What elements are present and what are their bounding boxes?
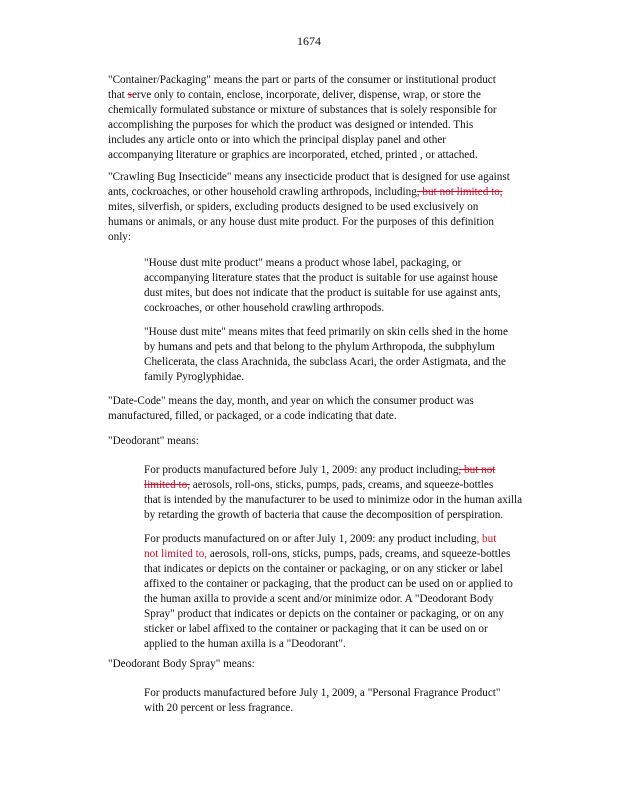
text-line: "Crawling Bug Insecticide" means any insecticide product that is designed for use against — [108, 171, 510, 183]
deodorant-body-spray-definition — [144, 686, 548, 716]
text-line: not limited to, aerosols, roll-ons, sticks, pumps, pads, creams, and squeeze-bottles — [144, 548, 511, 560]
text-line: the human axilla to provide a scent and/or minimize odor. A "Deodorant Body — [144, 593, 494, 605]
text-line: "Container/Packaging" means the part or parts of the consumer or institutional product — [108, 74, 496, 86]
text-line: For products manufactured before July 1, 2009, a "Personal Fragrance Product" — [144, 687, 501, 699]
text-line: For products manufactured on or after July 1, 2009: any product including, but — [144, 533, 497, 545]
text-line: limited to, aerosols, roll-ons, sticks, pumps, pads, creams, and squeeze-bottles — [144, 479, 494, 491]
text-line: cockroaches, or other household crawling arthropods. — [144, 302, 385, 314]
text-line: sticker or label affixed to the container or packaging that it can be used on or — [144, 623, 488, 635]
deodorant-heading: "Deodorant" means: — [108, 435, 199, 447]
text-line: humans or animals, or any house dust mite product. For the purposes of this definition — [108, 216, 494, 228]
text-line: Spray" product that indicates or depicts on the container or packaging, or on any — [144, 608, 504, 620]
text-line: mites, silverfish, or spiders, excluding products designed to be used exclusively on — [108, 201, 479, 213]
crawling-bug-definition — [108, 170, 550, 245]
text-line: For products manufactured before July 1, 2009: any product including, but not — [144, 464, 496, 476]
text-line: with 20 percent or less fragrance. — [144, 702, 294, 714]
text-line: that indicates or depicts on the container or packaging, or on any sticker or label — [144, 563, 503, 575]
text-line: accompanying literature states that the product is suitable for use against house — [144, 272, 498, 284]
text-line: applied to the human axilla is a "Deodorant". — [144, 638, 346, 650]
text-line: by retarding the growth of bacteria that cause the decomposition of perspiration. — [144, 509, 504, 521]
deodorant-body-spray-heading: "Deodorant Body Spray" means: — [108, 658, 255, 670]
text-line: affixed to the container or packaging, that the product can be used on or applied to — [144, 578, 513, 590]
text-line: "House dust mite" means mites that feed primarily on skin cells shed in the home — [144, 326, 508, 338]
page-number: 1674 — [297, 34, 321, 48]
house-dust-mite-definition — [144, 325, 548, 385]
text-line: "Date-Code" means the day, month, and year on which the consumer product was — [108, 395, 474, 407]
text-line: that is intended by the manufacturer to be used to minimize odor in the human axilla — [144, 494, 523, 506]
house-dust-mite-product-definition — [144, 256, 548, 316]
text-line: by humans and pets and that belong to the phylum Arthropoda, the subphylum — [144, 341, 495, 353]
text-line: accompanying literature or graphics are incorporated, etched, printed , or attached. — [108, 149, 478, 161]
text-line: only: — [108, 231, 131, 243]
text-line: dust mites, but does not indicate that the product is suitable for use against ants, — [144, 287, 501, 299]
container-packaging-definition — [108, 73, 550, 163]
text-line: includes any article onto or into which the principal display panel and other — [108, 134, 447, 146]
text-line: that serve only to contain, enclose, incorporate, deliver, dispense, wrap, or store the — [108, 89, 481, 101]
text-line: ants, cockroaches, or other household crawling arthropods, including, but not limited to, — [108, 186, 503, 198]
text-line: "House dust mite product" means a product whose label, packaging, or — [144, 257, 462, 269]
text-line: chemically formulated substance or mixture of substances that is solely responsible for — [108, 104, 497, 116]
text-line: accomplishing the purposes for which the product was designed or intended. This — [108, 119, 474, 131]
deodorant-after-2009 — [144, 532, 548, 652]
text-line: family Pyroglyphidae. — [144, 371, 245, 383]
deodorant-before-2009 — [144, 463, 548, 523]
date-code-definition — [108, 394, 550, 424]
text-line: Chelicerata, the class Arachnida, the subclass Acari, the order Astigmata, and the — [144, 356, 506, 368]
text-line: manufactured, filled, or packaged, or a code indicating that date. — [108, 410, 397, 422]
